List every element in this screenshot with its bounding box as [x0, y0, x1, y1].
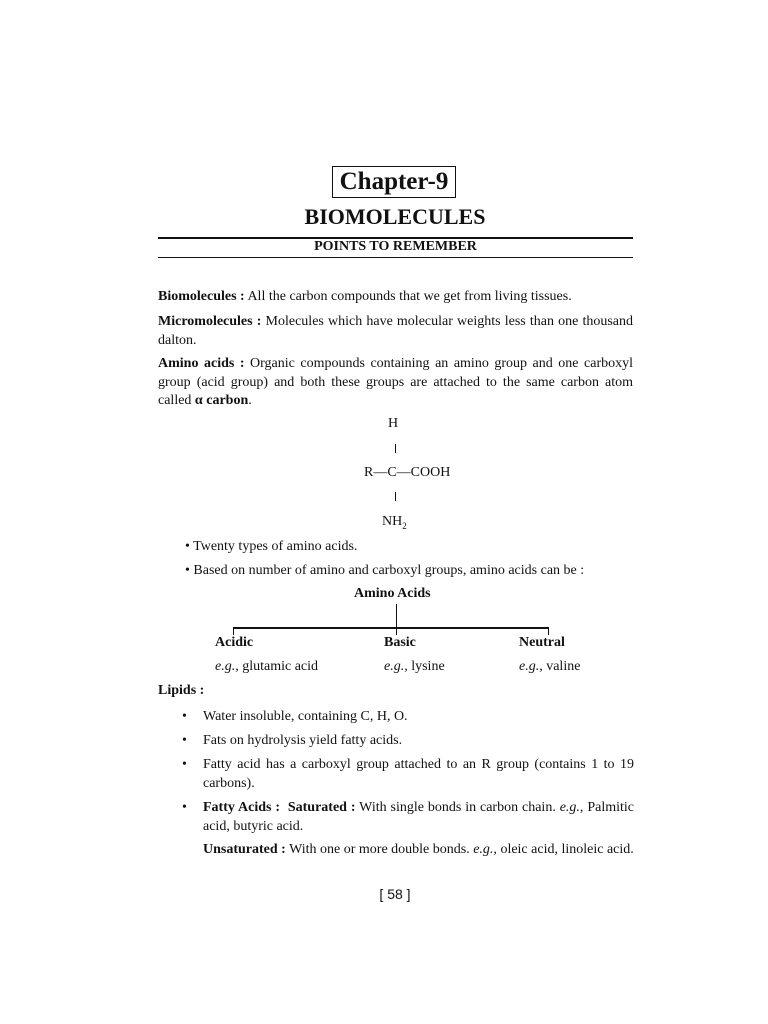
- tree-crossbar: [233, 627, 549, 629]
- tree-drop-left: [233, 627, 234, 635]
- list-item-text: Fats on hydrolysis yield fatty acids.: [203, 733, 403, 748]
- definition-micromolecules: [158, 313, 633, 350]
- tree-drop-right: [548, 627, 549, 635]
- fatty-acids-saturated: [203, 799, 634, 836]
- section-subtitle: POINTS TO REMEMBER: [314, 239, 477, 254]
- example-text: lysine: [407, 659, 445, 674]
- unsaturated-term: Unsaturated :: [203, 842, 286, 857]
- branch-neutral-label: Neutral: [519, 635, 565, 650]
- list-item: • Based on number of amino and carboxyl groups, amino acids can be :: [185, 563, 585, 578]
- branch-acidic-example: [215, 659, 318, 675]
- branch-neutral-example: [519, 659, 580, 675]
- unsaturated-text-block: [203, 841, 634, 860]
- unsaturated-text: With one or more double bonds.: [285, 842, 474, 857]
- fatty-acids-term: Fatty Acids :: [203, 800, 281, 815]
- eg-italic: e.g.,: [384, 659, 408, 674]
- example-text: glutamic acid: [238, 659, 319, 674]
- definition-term: Micromolecules :: [158, 314, 262, 329]
- definition-text: Organic compounds containing an amino group and one carboxyl group (acid group) and both these groups are attached to the same carbon atom called: [158, 356, 633, 408]
- formula-bond-bottom: [395, 492, 396, 501]
- tree-stem: [396, 604, 397, 627]
- alpha-carbon: α carbon: [194, 393, 249, 408]
- bullet-dot: •: [182, 709, 187, 724]
- list-item: [182, 708, 634, 728]
- branch-basic-example: [384, 659, 445, 675]
- saturated-term: Saturated :: [287, 800, 356, 815]
- eg-italic: e.g.,: [559, 800, 584, 815]
- eg-italic: e.g.,: [519, 659, 543, 674]
- unsaturated-examples: oleic acid, linoleic acid.: [496, 842, 634, 857]
- tree-drop-middle: [396, 627, 397, 635]
- formula-bond-top: [395, 444, 396, 453]
- list-item-text: Fatty acid has a carboxyl group attached to an R group (contains 1 to 19 carbons).: [203, 757, 634, 791]
- list-item-fatty-acids: [182, 799, 634, 839]
- definition-end: .: [248, 393, 252, 408]
- list-item: [182, 732, 634, 752]
- saturated-text: With single bonds in carbon chain.: [355, 800, 560, 815]
- saturated-examples: Palmitic acid, butyric acid.: [203, 800, 635, 834]
- formula-nh: NH: [382, 514, 403, 529]
- formula-subscript: 2: [402, 520, 407, 531]
- definition-amino-acids: [158, 355, 633, 411]
- list-item-unsaturated: [182, 841, 634, 881]
- definition-biomolecules: [158, 288, 633, 307]
- definition-term: Amino acids :: [158, 356, 245, 371]
- page-title: BIOMOLECULES: [304, 204, 486, 229]
- bullet-dot: •: [182, 800, 187, 815]
- formula-nh2: [382, 514, 407, 531]
- branch-acidic-label: Acidic: [215, 635, 254, 650]
- formula-h: H: [388, 416, 399, 431]
- example-text: valine: [542, 659, 581, 674]
- list-item: • Twenty types of amino acids.: [185, 539, 358, 554]
- branch-basic-label: Basic: [384, 635, 416, 650]
- bullet-dot: •: [182, 757, 187, 772]
- eg-italic: e.g.,: [215, 659, 239, 674]
- list-item: [182, 756, 634, 796]
- eg-italic: e.g.,: [473, 842, 497, 857]
- lipids-heading: Lipids :: [158, 683, 205, 698]
- bullet-dot: •: [182, 733, 187, 748]
- definition-text: All the carbon compounds that we get from living tissues.: [244, 289, 572, 304]
- definition-term: Biomolecules :: [158, 289, 245, 304]
- chapter-label: Chapter-9: [332, 166, 456, 198]
- definition-text: Molecules which have molecular weights less than one thousand dalton.: [158, 314, 633, 348]
- bottom-rule: [158, 257, 633, 258]
- list-item-text: Water insoluble, containing C, H, O.: [203, 709, 408, 724]
- formula-main: R—C—COOH: [364, 465, 451, 480]
- tree-root: Amino Acids: [354, 586, 431, 601]
- page-number: [ 58 ]: [379, 886, 411, 902]
